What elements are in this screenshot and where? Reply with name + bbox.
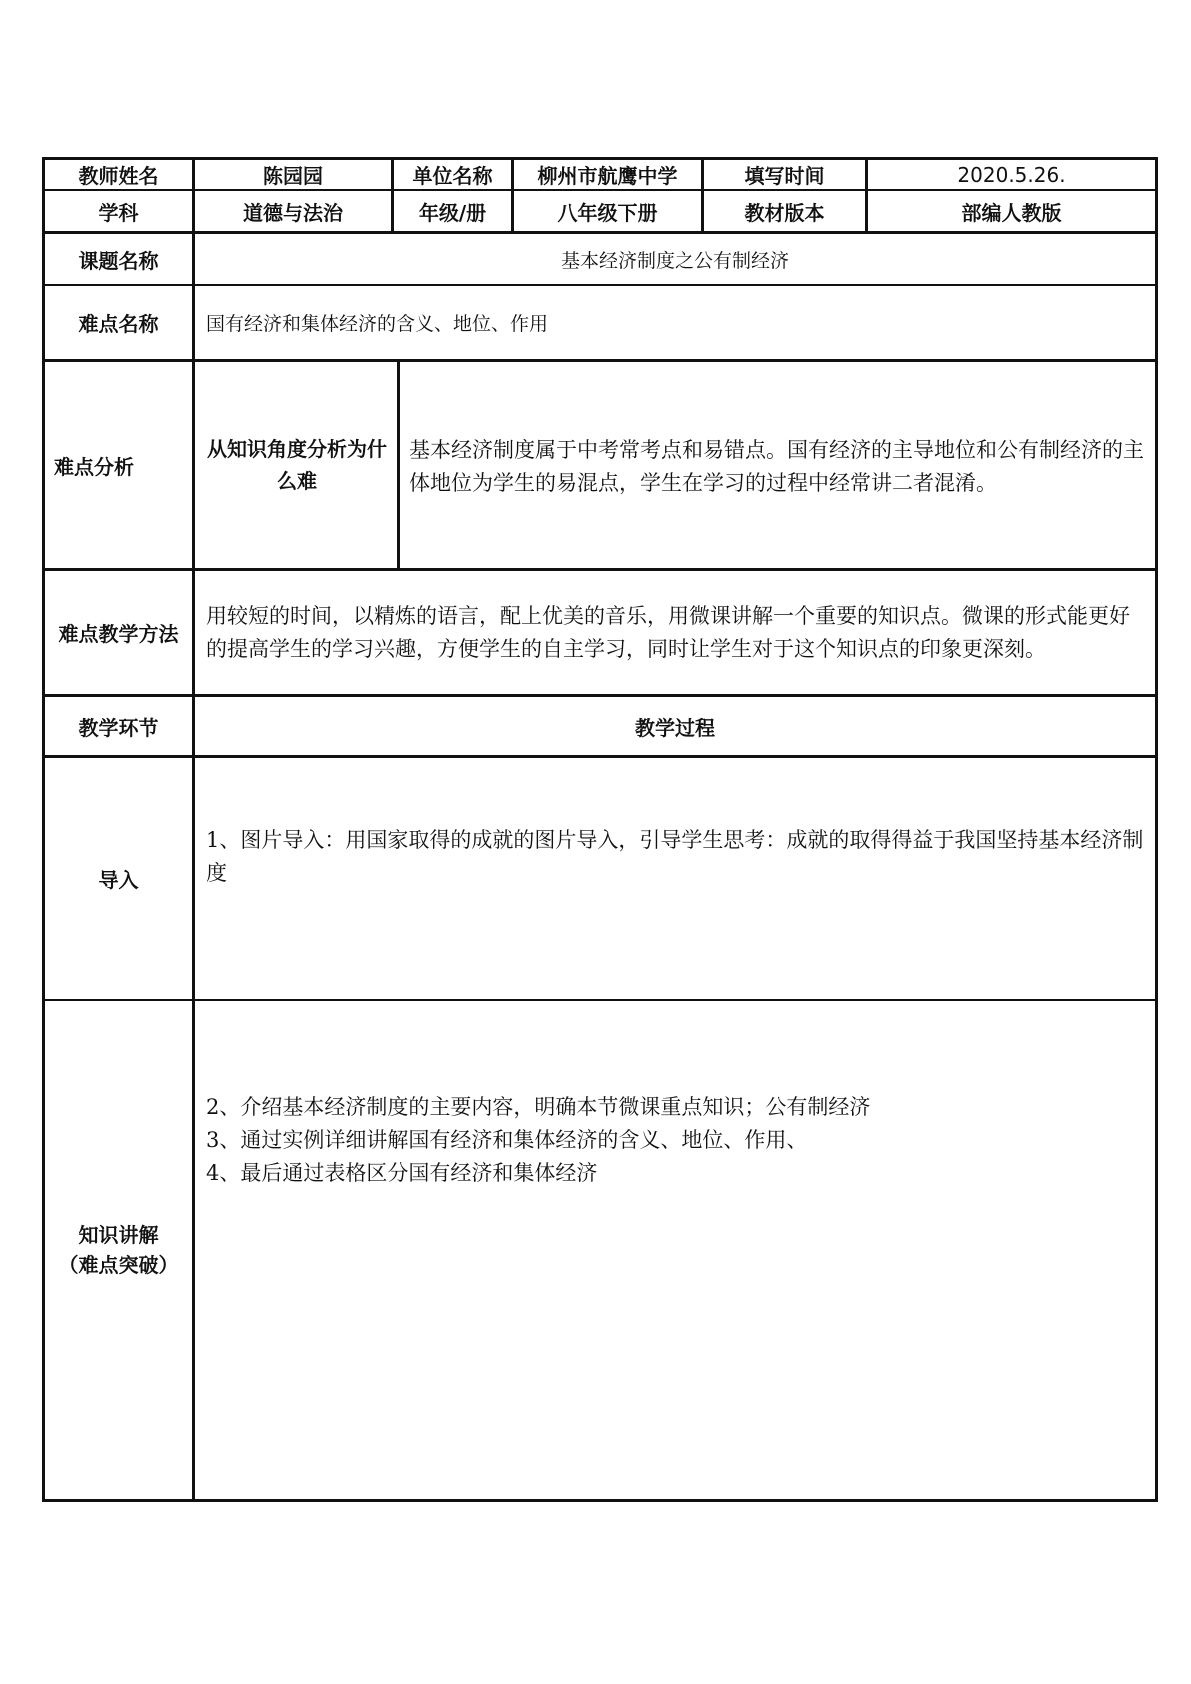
- topic-label: 课题名称: [78, 248, 159, 273]
- knowledge-label-line2: （难点突破）: [58, 1253, 179, 1277]
- knowledge-item: 2、介绍基本经济制度的主要内容，明确本节微课重点知识；公有制经济: [206, 1095, 871, 1119]
- difficulty-name-label: 难点名称: [78, 312, 159, 336]
- intro-value: 1、图片导入：用国家取得的成就的图片导入，引导学生思考：成就的取得得益于我国坚持基本经济制度: [206, 828, 1144, 885]
- difficulty-analysis-label: 难点分析: [54, 454, 134, 479]
- unit-name-value: 柳州市航鹰中学: [537, 164, 678, 188]
- column-divider: [397, 359, 400, 570]
- grade-label: 年级/册: [418, 200, 487, 225]
- teaching-method-value: 用较短的时间，以精炼的语言，配上优美的音乐，用微课讲解一个重要的知识点。微课的形式能更好的提高学生的学习兴趣，方便学生的自主学习，同时让学生对于这个知识点的印象更深刻。: [206, 603, 1130, 661]
- grade-value: 八年级下册: [557, 200, 658, 225]
- unit-name-label: 单位名称: [412, 164, 493, 188]
- edition-label: 教材版本: [744, 200, 825, 225]
- subject-value: 道德与法治: [243, 200, 343, 225]
- knowledge-label-line1: 知识讲解: [78, 1223, 159, 1247]
- difficulty-analysis-sublabel: 从知识角度分析为什么难: [207, 437, 387, 493]
- difficulty-analysis-value: 基本经济制度属于中考常考点和易错点。国有经济的主导地位和公有制经济的主体地位为学生的易混点，学生在学习的过程中经常讲二者混淆。: [409, 438, 1144, 495]
- knowledge-label: [45, 1001, 192, 1499]
- intro-label: 导入: [98, 868, 139, 892]
- knowledge-item: 3、通过实例详细讲解国有经济和集体经济的含义、地位、作用、: [206, 1128, 808, 1152]
- difficulty-name-value: 国有经济和集体经济的含义、地位、作用: [206, 313, 549, 335]
- fill-date-value: 2020.5.26.: [957, 162, 1066, 187]
- knowledge-content: [206, 1001, 1148, 1499]
- teacher-name-label: 教师姓名: [78, 164, 159, 188]
- subject-label: 学科: [98, 200, 139, 225]
- teaching-process-header: 教学过程: [635, 715, 715, 740]
- teaching-stage-header: 教学环节: [78, 715, 159, 740]
- column-divider: [192, 157, 195, 1502]
- edition-value: 部编人教版: [961, 200, 1062, 225]
- fill-date-label: 填写时间: [744, 164, 825, 188]
- knowledge-item: 4、最后通过表格区分国有经济和集体经济: [206, 1161, 598, 1185]
- topic-value: 基本经济制度之公有制经济: [560, 249, 789, 272]
- teaching-method-label: 难点教学方法: [58, 622, 179, 646]
- teacher-name-value: 陈园园: [263, 164, 323, 188]
